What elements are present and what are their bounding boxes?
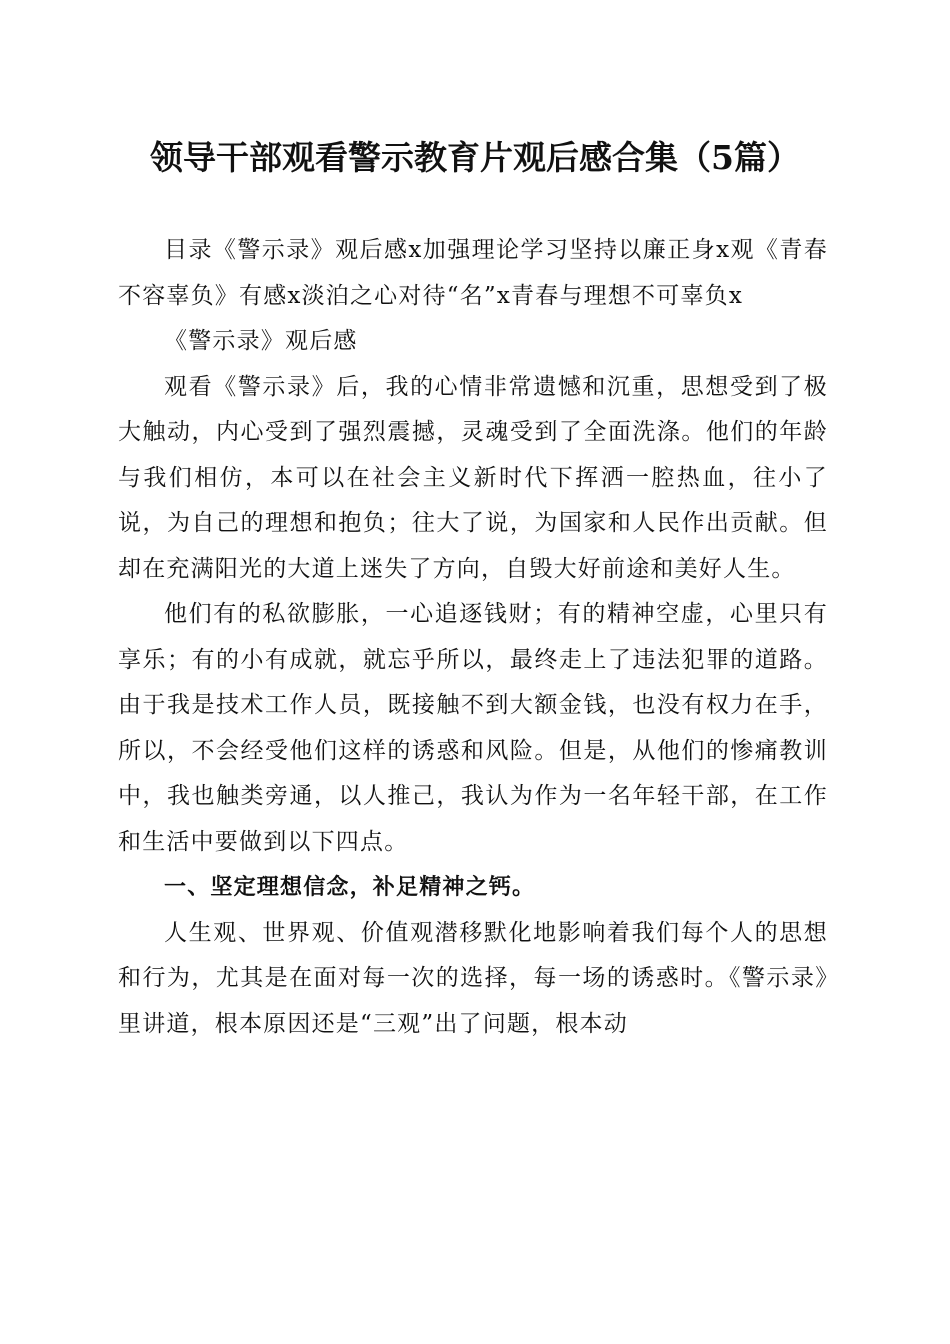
body-paragraph: 人生观、世界观、价值观潜移默化地影响着我们每个人的思想和行为，尤其是在面对每一次的选择，每一场的诱惑时。《警示录》里讲道，根本原因还是“三观”出了问题，根本动: [118, 919, 828, 1037]
section-heading: 一、坚定理想信念，补足精神之钙。: [164, 875, 536, 900]
body-paragraph: 他们有的私欲膨胀，一心追逐钱财；有的精神空虚，心里只有享乐；有的小有成就，就忘乎所以，最终走上了违法犯罪的道路。由于我是技术工作人员，既接触不到大额金钱，也没有权力在手，所以，不会经受他们这样的诱惑和风险。但是，从他们的惨痛教训中，我也触类旁通，以人推己，我认为作为一名年轻干部，在工作和生活中要做到以下四点。: [118, 601, 828, 855]
document-title: 领导干部观看警示教育片观后感合集（5篇）: [150, 138, 800, 177]
section-title: 《警示录》观后感: [164, 328, 358, 354]
body-paragraph: 观看《警示录》后，我的心情非常遗憾和沉重，思想受到了极大触动，内心受到了强烈震撼，灵魂受到了全面洗涤。他们的年龄与我们相仿，本可以在社会主义新时代下挥洒一腔热血，往小了说，为自己的理想和抱负；往大了说，为国家和人民作出贡献。但却在充满阳光的大道上迷失了方向，自毁大好前途和美好人生。: [118, 373, 828, 582]
table-of-contents-paragraph: 目录《警示录》观后感x加强理论学习坚持以廉正身x观《青春不容辜负》有感x淡泊之心对待“名”x青春与理想不可辜负x: [118, 237, 828, 309]
document-body: [118, 228, 828, 1047]
